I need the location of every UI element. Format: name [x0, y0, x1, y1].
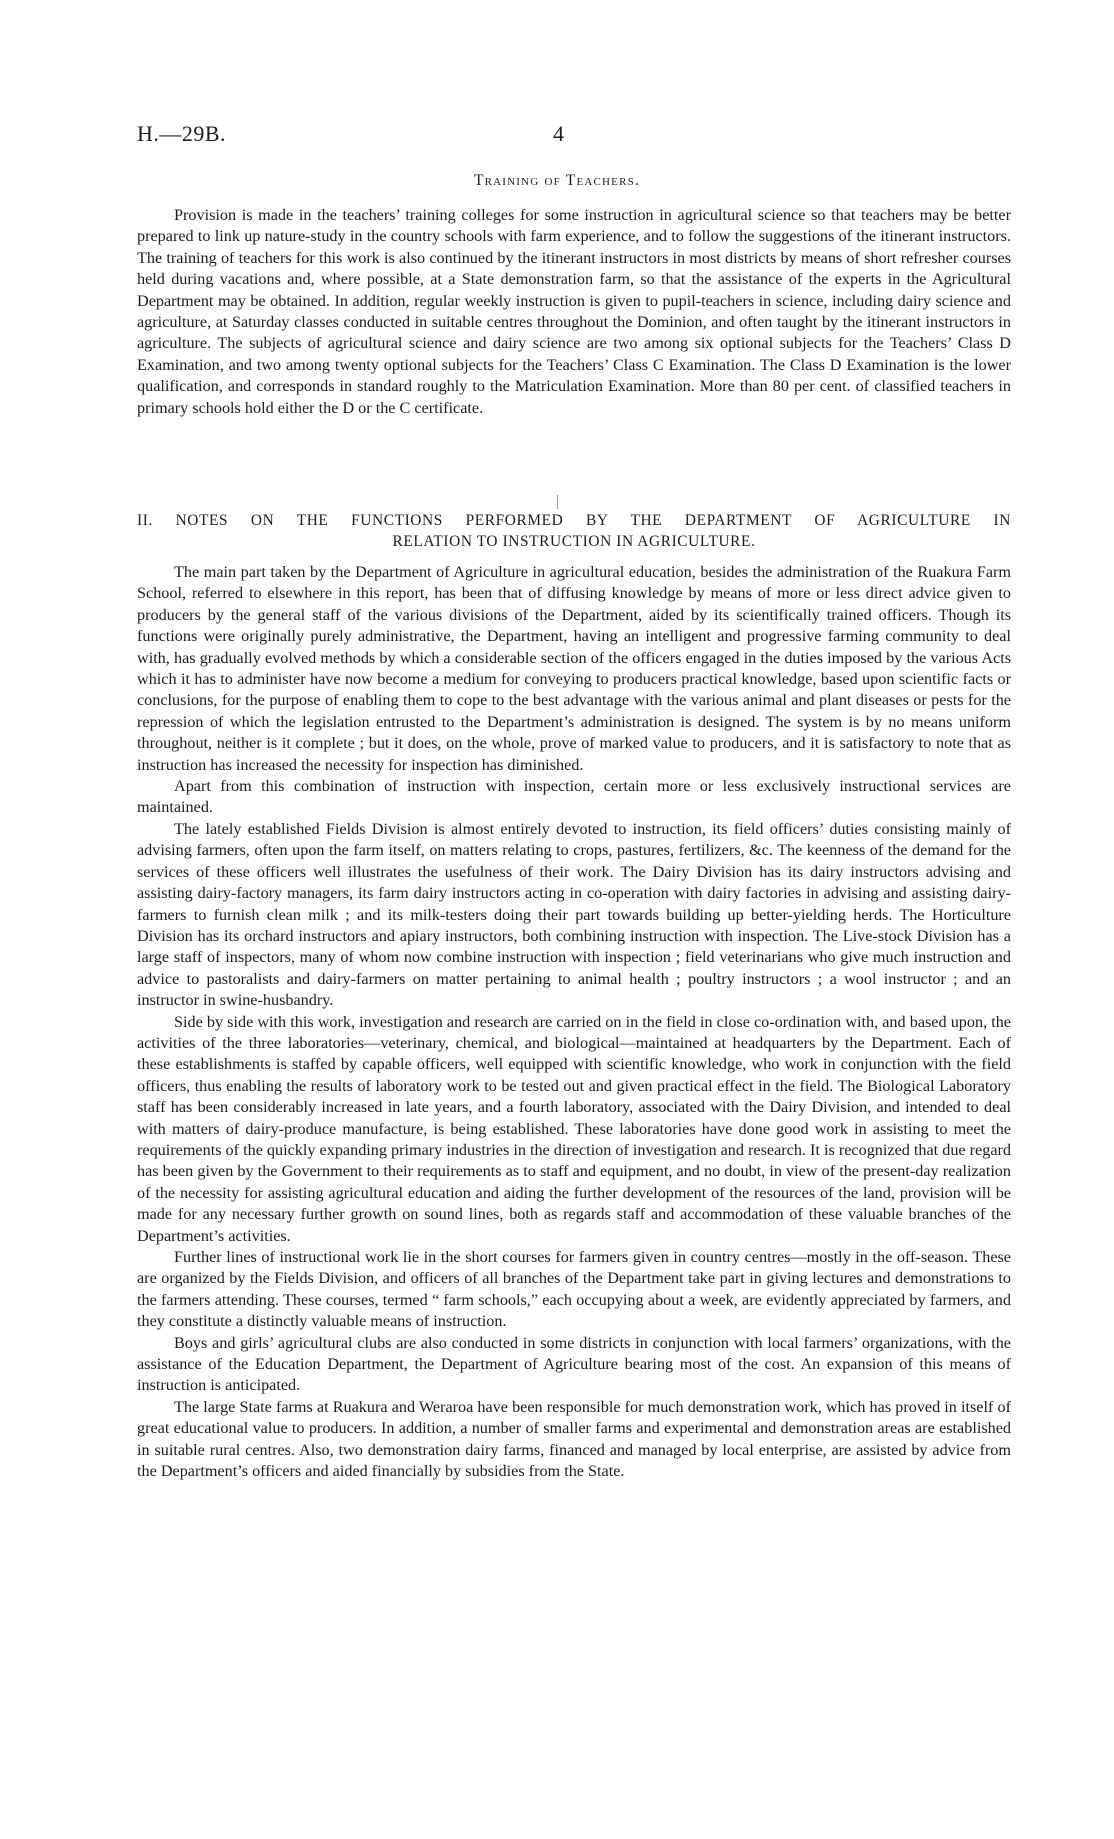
section-title-text: Training of Teachers.: [473, 172, 641, 189]
paragraph: The large State farms at Ruakura and Weraroa have been responsible for much demonstration work, which has proved in itself of great educational value to producers. In addition, a number of smaller farms and experimental and demonstration areas are established in suitable rural centres. Also, two demonstration dairy farms, financed and managed by local enterprise, are assisted by advice from the Department’s officers and aided financially by subsidies from the State.: [137, 1397, 1011, 1481]
divider-mark: [557, 495, 558, 509]
document-reference: H.—29B.: [137, 121, 227, 146]
paragraph: The lately established Fields Division is almost entirely devoted to instruction, its field officers’ duties consisting mainly of advising farmers, often upon the farm itself, on matters relating to crops, pastures, fertilizers, &c. The keenness of the demand for the services of these officers well illustrates the usefulness of their work. The Dairy Division has its dairy instructors advising and assisting dairy-factory managers, its farm dairy instructors acting in co-operation with dairy factories in advising and assisting dairy-farmers to furnish clean milk ; and its milk-testers doing their part towards building up better-yielding herds. The Horticulture Division has its orchard instructors and apiary instructors, both combining instruction with inspection. The Live-stock Division has a large staff of inspectors, many of whom now combine instruction with inspection ; field veterinarians who give much instruction and advice to pastoralists and dairy-farmers on matter pertaining to animal health ; poultry instructors ; a wool instructor ; and an instructor in swine-husbandry.: [137, 819, 1011, 1010]
training-section-body: [137, 205, 1011, 419]
page-number: 4: [553, 121, 564, 146]
paragraph: Boys and girls’ agricultural clubs are also conducted in some districts in conjunction with local farmers’ organizations, with the assistance of the Education Department, the Department of Agriculture bearing most of the cost. An expansion of this means of instruction is anticipated.: [137, 1333, 1011, 1395]
section-heading-line-1: II. NOTES ON THE FUNCTIONS PERFORMED BY THE DEPARTMENT OF AGRICULTURE IN: [137, 512, 1011, 529]
paragraph: Apart from this combination of instruction with inspection, certain more or less exclusively instructional services are maintained.: [137, 777, 1011, 817]
section-heading-line-2: RELATION TO INSTRUCTION IN AGRICULTURE.: [392, 533, 756, 550]
paragraph: Side by side with this work, investigation and research are carried on in the field in close co-ordination with, and based upon, the activities of the three laboratories—veterinary, chemical, and biological—maintained at headquarters by the Department. Each of these establishments is staffed by capable officers, well equipped with scientific knowledge, who work in conjunction with the field officers, thus enabling the results of laboratory work to be tested out and given practical effect in the field. The Biological Laboratory staff has been considerably increased in late years, and a fourth laboratory, associated with the Dairy Division, and intended to deal with matters of dairy-produce manufacture, is being established. These laboratories have done good work in assisting to meet the requirements of the quickly expanding primary industries in the direction of investigation and research. It is recognized that due regard has been given by the Government to their requirements as to staff and equipment, and no doubt, in view of the present-day realization of the necessity for assisting agricultural education and aiding the further development of the resources of the land, provision will be made for any necessary further growth on sound lines, both as regards staff and accommodation of these valuable branches of the Department’s activities.: [137, 1012, 1011, 1245]
paragraph: Provision is made in the teachers’ training colleges for some instruction in agricultural science so that teachers may be better prepared to link up nature-study in the country schools with farm experience, and to follow the suggestions of the itinerant instructors. The training of teachers for this work is also continued by the itinerant instructors in most districts by means of short refresher courses held during vacations and, where possible, at a State demonstration farm, so that the assistance of the experts in the Agricultural Department may be obtained. In addition, regular weekly instruction is given to pupil-teachers in science, including dairy science and agriculture, at Saturday classes conducted in suitable centres throughout the Dominion, and often taught by the itinerant instructors in agriculture. The subjects of agricultural science and dairy science are two among six optional subjects for the Teachers’ Class D Examination, and two among twenty optional subjects for the Teachers’ Class C Examination. The Class D Examination is the lower qualification, and corresponds in standard roughly to the Matriculation Examination. More than 80 per cent. of classified teachers in primary schools hold either the D or the C certificate.: [137, 206, 1011, 417]
notes-section-body: [137, 562, 1011, 1482]
paragraph: Further lines of instructional work lie in the short courses for farmers given in country centres—mostly in the off-season. These are organized by the Fields Division, and officers of all branches of the Department take part in giving lectures and demonstrations to the farmers attending. These courses, termed “ farm schools,” each occupying about a week, are evidently appreciated by farmers, and they constitute a distinctly valuable means of instruction.: [137, 1248, 1011, 1331]
section-title-training: [0, 172, 1114, 190]
section-heading-notes: [137, 510, 1011, 552]
paragraph: The main part taken by the Department of Agriculture in agricultural education, besides the administration of the Ruakura Farm School, referred to elsewhere in this report, has been that of diffusing knowledge by means of more or less direct advice given to producers by the general staff of the various divisions of the Department, aided by its scientifically trained officers. Though its functions were originally purely administrative, the Department, having an intelligent and progressive farming community to deal with, has gradually evolved methods by which a considerable section of the officers engaged in the duties imposed by the various Acts which it has to administer have now become a medium for conveying to producers practical knowledge, based upon scientific facts or conclusions, for the purpose of enabling them to cope to the best advantage with the various animal and plant diseases or pests for the repression of which the legislation entrusted to the Department’s administration is designed. The system is by no means uniform throughout, neither is it complete ; but it does, on the whole, prove of marked value to producers, and it is satisfactory to note that as instruction has increased the necessity for inspection has diminished.: [137, 563, 1011, 774]
